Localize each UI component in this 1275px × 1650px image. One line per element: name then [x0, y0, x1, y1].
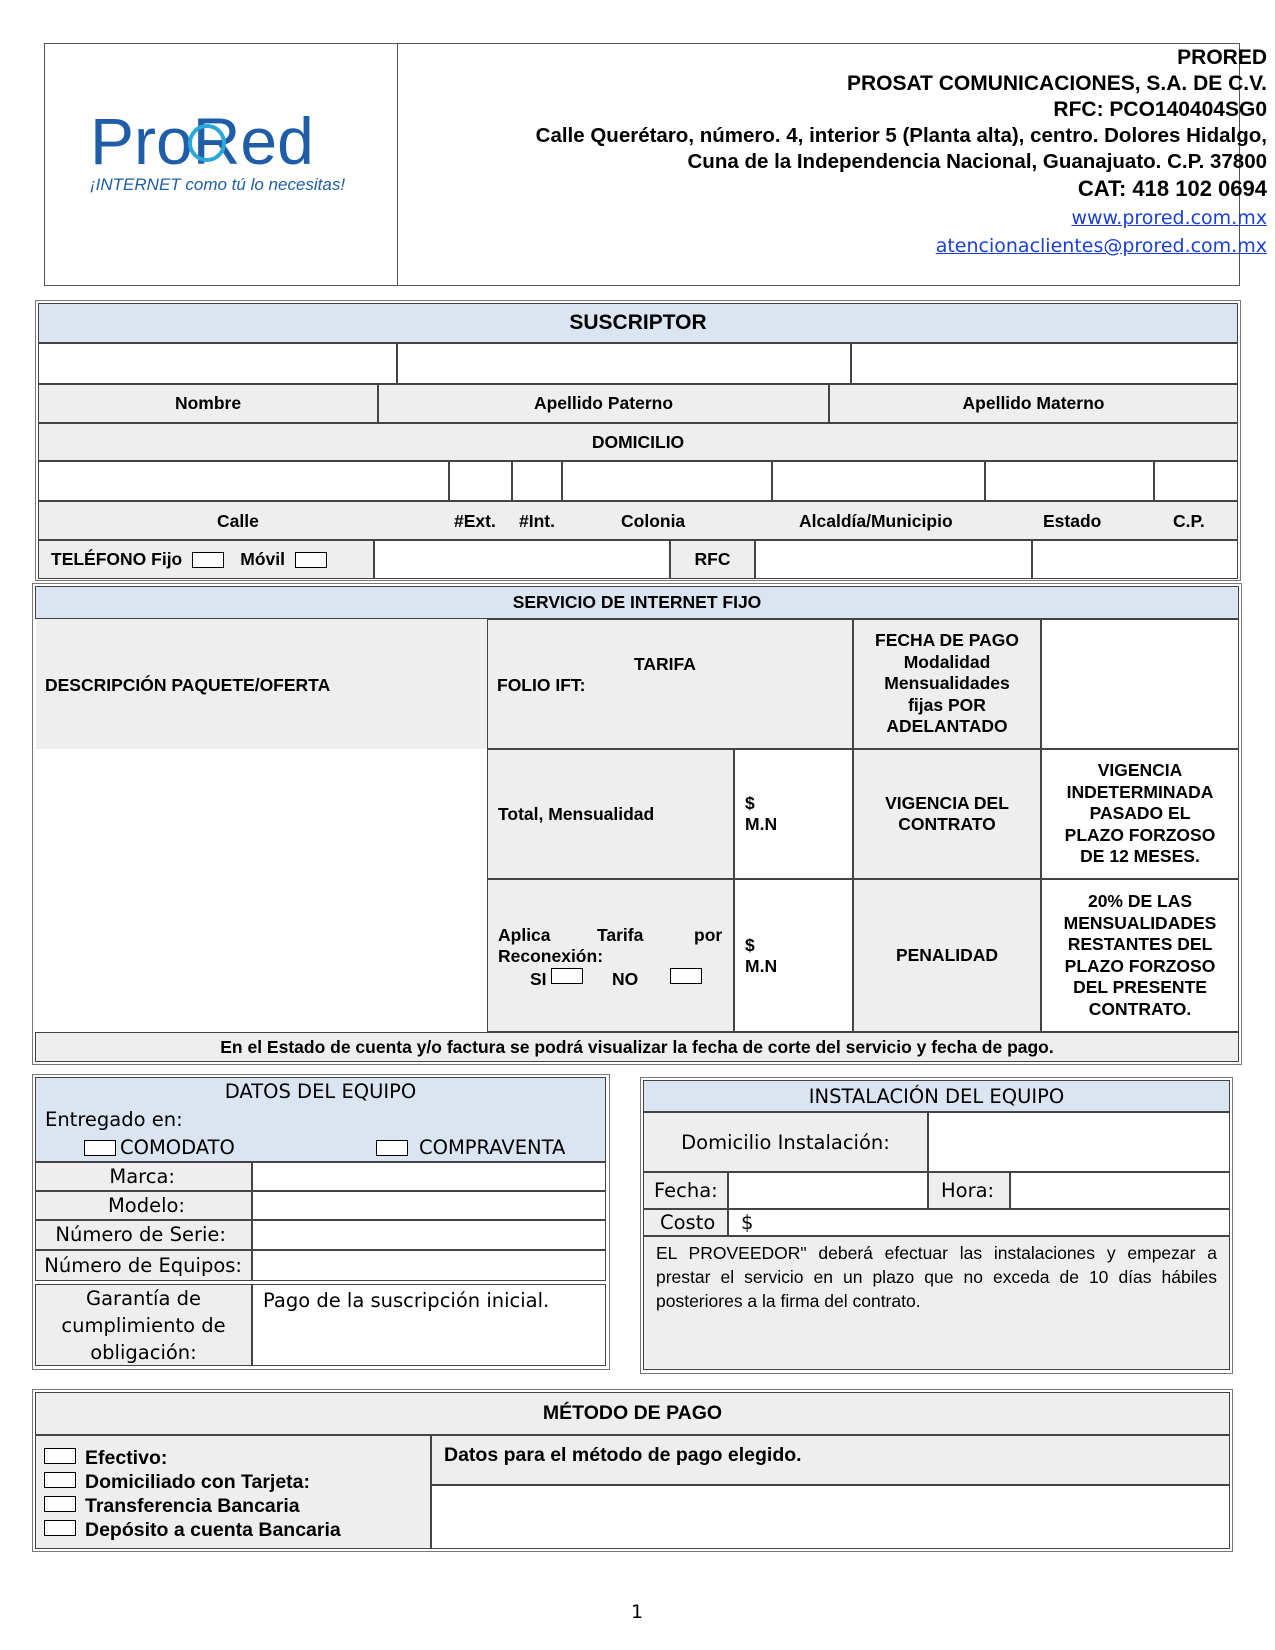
no-checkbox[interactable] [670, 968, 702, 984]
fecha-pago-line-5: ADELANTADO [886, 716, 1008, 737]
penalidad-value-cell [1041, 879, 1239, 1032]
si-checkbox[interactable] [551, 968, 583, 984]
vigencia-contrato-cell [853, 749, 1041, 879]
deposito-label: Depósito a cuenta Bancaria [85, 1519, 341, 1541]
vigencia-contrato-line-2: CONTRATO [898, 814, 996, 834]
movil-label: Móvil [240, 549, 285, 569]
website-link[interactable]: www.prored.com.mx [1071, 207, 1267, 229]
marca-field[interactable] [252, 1162, 606, 1191]
int-label: #Int. [519, 511, 555, 531]
movil-checkbox[interactable] [295, 552, 327, 568]
vigencia-contrato-line-1: VIGENCIA DEL [885, 792, 1009, 813]
garantia-line-2: cumplimiento de [61, 1313, 226, 1337]
alcaldia-label: Alcaldía/Municipio [799, 511, 953, 531]
cp-label: C.P. [1173, 511, 1205, 531]
total-moneda-unit: M.N [745, 814, 778, 834]
transferencia-checkbox[interactable] [44, 1496, 76, 1512]
rfc-field-extra[interactable] [1032, 540, 1238, 579]
ext-field[interactable] [449, 461, 512, 501]
nombre-label: Nombre [38, 384, 378, 423]
serie-field[interactable] [252, 1220, 606, 1250]
company-logo [90, 110, 370, 200]
int-field[interactable] [512, 461, 562, 501]
fecha-pago-field[interactable] [1041, 619, 1239, 749]
vigencia-line-1: VIGENCIA [1097, 760, 1183, 781]
garantia-value: Pago de la suscripción inicial. [252, 1284, 606, 1366]
garantia-label-cell [35, 1284, 252, 1366]
email-link[interactable]: atencionaclientes@prored.com.mx [935, 235, 1267, 257]
vigencia-line-3: PASADO EL [1089, 803, 1191, 824]
reconexion-cell [487, 879, 734, 1032]
vigencia-line-2: INDETERMINADA [1066, 781, 1214, 802]
transferencia-label: Transferencia Bancaria [85, 1495, 300, 1517]
company-rfc: RFC: PCO140404SG0 [1053, 98, 1267, 121]
marca-label: Marca: [35, 1162, 252, 1191]
hora-field[interactable] [1010, 1172, 1230, 1209]
cp-field[interactable] [1154, 461, 1238, 501]
efectivo-checkbox[interactable] [44, 1448, 76, 1464]
apellido-paterno-field[interactable] [397, 343, 851, 384]
domicilio-label: DOMICILIO [38, 423, 1238, 461]
reconexion-moneda-cell[interactable] [734, 879, 853, 1032]
penalidad-line-6: CONTRATO. [1088, 998, 1192, 1019]
domiciliado-checkbox[interactable] [44, 1472, 76, 1488]
fecha-pago-line-1: FECHA DE PAGO [875, 630, 1019, 651]
fecha-field[interactable] [728, 1172, 928, 1209]
penalidad-line-1: 20% DE LAS [1087, 891, 1193, 911]
apellido-materno-label: Apellido Materno [829, 384, 1238, 423]
telefono-fijo-label: TELÉFONO Fijo [51, 549, 183, 569]
numero-equipos-label: Número de Equipos: [35, 1250, 252, 1281]
no-label: NO [612, 969, 639, 989]
si-label: SI [530, 969, 547, 989]
telefono-cell [38, 540, 374, 579]
folio-label: FOLIO IFT: [497, 675, 586, 695]
instalacion-note-line-3: posteriores a la firma del contrato. [656, 1291, 921, 1311]
servicio-title: SERVICIO DE INTERNET FIJO [35, 586, 1239, 619]
domicilio-instalacion-field[interactable] [928, 1112, 1230, 1172]
penalidad-line-5: DEL PRESENTE [1073, 977, 1207, 997]
estado-field[interactable] [985, 461, 1154, 501]
pago-datos-field[interactable] [431, 1485, 1230, 1549]
apellido-paterno-label: Apellido Paterno [378, 384, 829, 423]
company-cat: CAT: 418 102 0694 [1077, 176, 1267, 201]
serie-label: Número de Serie: [35, 1220, 252, 1250]
comodato-checkbox[interactable] [84, 1140, 116, 1156]
comodato-label: COMODATO [120, 1136, 235, 1159]
logo-word: ProRed [90, 110, 314, 178]
fecha-pago-line-3: Mensualidades [884, 673, 1010, 694]
por-label: por [694, 925, 723, 945]
colonia-field[interactable] [562, 461, 772, 501]
company-address-1: Calle Querétaro, número. 4, interior 5 (Planta alta), centro. Dolores Hidalgo, [535, 124, 1267, 147]
pago-title: MÉTODO DE PAGO [35, 1392, 1230, 1435]
colonia-label: Colonia [621, 511, 686, 531]
vigencia-value-cell [1041, 749, 1239, 879]
fecha-pago-line-2: Modalidad [903, 651, 991, 672]
servicio-note: En el Estado de cuenta y/o factura se podrá visualizar la fecha de corte del servicio y fecha de pago. [35, 1032, 1239, 1062]
reconexion-moneda-unit: M.N [745, 955, 778, 976]
penalidad-line-2: MENSUALIDADES [1063, 912, 1217, 933]
ext-label: #Ext. [454, 511, 496, 531]
equipo-title: DATOS DEL EQUIPO [224, 1080, 417, 1103]
compraventa-checkbox[interactable] [376, 1140, 408, 1156]
modelo-field[interactable] [252, 1191, 606, 1220]
fecha-label: Fecha: [643, 1172, 728, 1209]
fecha-pago-line-4: fijas POR [908, 694, 986, 715]
company-address-2: Cuna de la Independencia Nacional, Guanajuato. C.P. 37800 [687, 150, 1267, 173]
total-label: Total, Mensualidad [487, 749, 734, 879]
tarifa-label: TARIFA [634, 654, 696, 674]
nombre-field[interactable] [38, 343, 397, 384]
apellido-materno-field[interactable] [851, 343, 1238, 384]
domicilio-instalacion-label: Domicilio Instalación: [643, 1112, 928, 1172]
numero-equipos-field[interactable] [252, 1250, 606, 1281]
entregado-label: Entregado en: [45, 1108, 183, 1131]
tarifa-word-label: Tarifa [597, 925, 644, 945]
fecha-pago-cell [853, 619, 1041, 749]
penalidad-label: PENALIDAD [853, 879, 1041, 1032]
descripcion-label: DESCRIPCIÓN PAQUETE/OFERTA [45, 675, 331, 695]
calle-label: Calle [217, 511, 259, 531]
reconexion-label: Reconexión: [498, 946, 604, 966]
instalacion-title: INSTALACIÓN DEL EQUIPO [643, 1080, 1230, 1112]
penalidad-line-4: PLAZO FORZOSO [1064, 955, 1216, 976]
telefono-field[interactable] [374, 540, 670, 579]
compraventa-label: COMPRAVENTA [419, 1136, 566, 1159]
reconexion-moneda-symbol: $ [745, 934, 755, 955]
logo-tagline: ¡INTERNET como tú lo necesitas! [90, 175, 346, 194]
aplica-label: Aplica [498, 925, 551, 945]
instalacion-note-line-1: EL PROVEEDOR" deberá efectuar las instalaciones y empezar a [656, 1243, 1217, 1263]
calle-field[interactable] [38, 461, 449, 501]
logo-svg [90, 110, 370, 200]
costo-label: Costo [643, 1209, 728, 1236]
vigencia-line-4: PLAZO FORZOSO [1064, 824, 1216, 845]
garantia-line-3: obligación: [90, 1340, 197, 1364]
vigencia-line-5: DE 12 MESES. [1080, 846, 1200, 867]
rfc-label: RFC [670, 540, 755, 579]
telefono-fijo-checkbox[interactable] [192, 552, 224, 568]
garantia-line-1: Garantía de [86, 1286, 201, 1310]
pago-datos-label: Datos para el método de pago elegido. [431, 1435, 1230, 1485]
domiciliado-label: Domiciliado con Tarjeta: [85, 1471, 311, 1493]
hora-label: Hora: [928, 1172, 1010, 1209]
estado-label: Estado [1043, 511, 1102, 531]
total-moneda-symbol: $ [745, 793, 755, 813]
penalidad-line-3: RESTANTES DEL [1067, 934, 1213, 954]
instalacion-note-line-2: prestar el servicio en un plazo que no exceda de 10 días hábiles [656, 1267, 1217, 1287]
total-moneda-cell[interactable] [734, 749, 853, 879]
deposito-checkbox[interactable] [44, 1520, 76, 1536]
descripcion-field[interactable] [36, 749, 487, 1032]
costo-field[interactable]: $ [728, 1209, 1230, 1236]
suscriptor-title: SUSCRIPTOR [38, 303, 1238, 343]
instalacion-note [643, 1236, 1230, 1370]
modelo-label: Modelo: [35, 1191, 252, 1220]
efectivo-label: Efectivo: [85, 1447, 168, 1469]
page-number: 1 [630, 1601, 644, 1623]
rfc-field[interactable] [755, 540, 1032, 579]
alcaldia-field[interactable] [772, 461, 985, 501]
company-name: PROSAT COMUNICACIONES, S.A. DE C.V. [846, 72, 1267, 95]
header-divider [397, 43, 398, 286]
company-short: PRORED [1177, 46, 1267, 69]
